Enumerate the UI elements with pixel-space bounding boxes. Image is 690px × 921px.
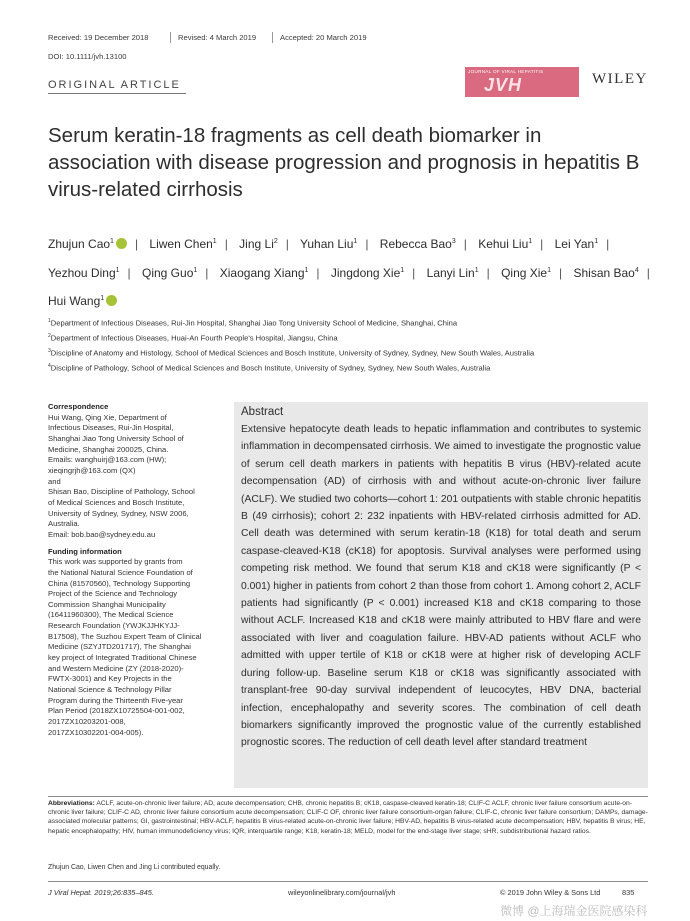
sidebar bbox=[48, 402, 226, 738]
author-affiliation-number: 4 bbox=[634, 266, 639, 274]
footer-divider bbox=[48, 881, 648, 882]
author-name bbox=[501, 266, 551, 280]
funding-text: This work was supported by grants from the National Natural Science Foundation of China (81570560), Technology Supporting Project of the Science and Technology Commission Shanghai Municipality (16411960300), The Medical Science Research Foundation (YWJKJJHKYJJ- B17508), The Suzhou Expert Team of Clinical Medicine (SZYJTD201717), The Shanghai key project of Integrated Traditional Chinese and Western Medicine (ZY (2018-2020)- FWTX-3001) and Key Projects in the National Science & Technology Pillar Program during the Thirteenth Five-year Plan Period (2018ZX10725504-001-002, 2017ZX10203201-008, 2017ZX10302201-004-005). bbox=[48, 557, 202, 737]
revised-date: Revised: 4 March 2019 bbox=[178, 33, 257, 42]
author-name-text: Jingdong Xie bbox=[330, 265, 401, 280]
author-separator: | bbox=[486, 265, 490, 280]
author-name bbox=[331, 266, 404, 280]
author-name bbox=[48, 294, 117, 308]
journal-citation: J Viral Hepat. 2019;26:835–845. bbox=[48, 888, 154, 897]
author-separator: | bbox=[606, 237, 610, 251]
author-separator: | bbox=[559, 265, 563, 280]
accepted-date: Accepted: 20 March 2019 bbox=[280, 33, 367, 42]
author-name bbox=[142, 266, 197, 280]
author-name-text: Shisan Bao bbox=[573, 265, 635, 280]
author-name-text: Qing Xie bbox=[501, 265, 548, 280]
author-affiliation-number: 1 bbox=[474, 266, 479, 274]
orcid-icon[interactable] bbox=[106, 295, 117, 306]
header-separator bbox=[170, 32, 171, 43]
author-affiliation-number: 1 bbox=[304, 266, 309, 274]
author-affiliation-number: 1 bbox=[547, 266, 551, 274]
author-name bbox=[555, 237, 599, 251]
article-type: ORIGINAL ARTICLE bbox=[48, 79, 181, 91]
author-name-text: Hui Wang bbox=[48, 294, 101, 308]
author-name bbox=[239, 237, 278, 251]
author-list bbox=[48, 229, 663, 315]
author-affiliation-number: 1 bbox=[400, 266, 405, 274]
author-affiliation-number: 1 bbox=[353, 238, 358, 245]
author-affiliation-number: 1 bbox=[528, 238, 533, 245]
journal-logo-abbr: JVH bbox=[484, 75, 523, 95]
author-affiliation-number: 1 bbox=[100, 295, 105, 302]
author-name-text: Lanyi Lin bbox=[426, 265, 475, 280]
author-separator: | bbox=[365, 237, 369, 251]
orcid-icon[interactable] bbox=[116, 238, 127, 249]
publisher-logo: WILEY bbox=[592, 71, 648, 87]
author-separator: | bbox=[646, 265, 650, 280]
author-affiliation-number: 1 bbox=[594, 238, 599, 245]
author-separator: | bbox=[205, 265, 209, 280]
author-name-text: Jing Li bbox=[239, 237, 274, 251]
journal-logo-name: JOURNAL OF VIRAL HEPATITIS bbox=[468, 69, 544, 74]
equal-contribution-note: Zhujun Cao, Liwen Chen and Jing Li contributed equally. bbox=[48, 864, 221, 871]
author-name bbox=[149, 237, 216, 251]
author-name-text: Xiaogang Xiang bbox=[219, 265, 305, 280]
author-affiliation-number: 1 bbox=[193, 266, 198, 274]
author-name-text: Kehui Liu bbox=[478, 237, 529, 251]
author-name-text: Yezhou Ding bbox=[48, 265, 116, 280]
footnote-divider bbox=[48, 796, 648, 797]
author-affiliation-number: 1 bbox=[212, 238, 217, 245]
copyright: © 2019 John Wiley & Sons Ltd bbox=[500, 888, 601, 897]
author-separator: | bbox=[412, 265, 416, 280]
received-date: Received: 19 December 2018 bbox=[48, 33, 149, 42]
affiliation-1: $^1$Department of Infectious Diseases, Rui-Jin Hospital, Shanghai Jiao Tong University School of Medicine, Shanghai, China bbox=[48, 318, 458, 328]
author-name bbox=[300, 237, 357, 251]
abbreviations: Abbreviations: ACLF, acute-on-chronic liver failure; AD, acute decompensation; CHB, chronic hepatitis B; cK18, caspase-cleaved keratin-18; CLIF-C ACLF, chronic liver failure consortium acute-on-chronic liver failure; CLIF-C AD, chronic liver failure consortium acute decompensation; CLIF-C OF, chronic liver failure consortium-organ failure; CLIF-C, chronic liver failure consortium; DAMPs, damage-associated molecular patterns; GI, gastrointestinal; HBV-ACLF, hepatitis B virus-related acute-on-chronic liver failure; HBV-AD, hepatitis B virus-related acute decompensation; HBV, hepatitis B virus; HE, hepatic encephalopathy; HIV, human immunodeficiency virus; IQR, interquartile range; K18, keratin-18; MELD, model for the end-stage liver stage; sHR, subdistributional hazard ratios. bbox=[48, 800, 648, 835]
page-number: 835 bbox=[622, 888, 635, 897]
correspondence-text: Hui Wang, Qing Xie, Department of Infectious Diseases, Rui-Jin Hospital, Shanghai Jiao Tong University School of Medicine, Shanghai 200025, China. Emails: wanghuirj@163.com (HW); xieqingrjh@163.com (QX) and Shisan Bao, Discipline of Pathology, School of Medical Sciences and Bosch Institute, University of Sydney, Sydney, NSW 2006, Australia. Email: bob.bao@sydney.edu.au bbox=[48, 412, 195, 539]
affiliation-2: $^2$Department of Infectious Diseases, Huai-An Fourth People's Hospital, Jiangsu, China bbox=[48, 333, 338, 343]
author-name-text: Liwen Chen bbox=[149, 237, 213, 251]
doi[interactable]: DOI: 10.1111/jvh.13100 bbox=[48, 52, 127, 61]
author-name bbox=[478, 237, 532, 251]
article-type-underline bbox=[48, 93, 186, 94]
author-separator: | bbox=[540, 237, 544, 251]
correspondence-heading: Correspondence bbox=[48, 402, 109, 411]
author-affiliation-number: 3 bbox=[451, 238, 456, 245]
header-separator bbox=[272, 32, 273, 43]
journal-url[interactable]: wileyonlinelibrary.com/journal/jvh bbox=[288, 888, 396, 897]
author-name bbox=[427, 266, 479, 280]
affiliation-4: $^4$Discipline of Pathology, School of Medical Sciences and Bosch Institute, University of Sydney, Sydney, New South Wales, Australia bbox=[48, 363, 491, 373]
author-affiliation-number: 2 bbox=[273, 238, 278, 245]
author-name-text: Yuhan Liu bbox=[300, 237, 354, 251]
author-name-text: Zhujun Cao bbox=[48, 237, 111, 251]
author-name bbox=[573, 266, 638, 280]
author-separator: | bbox=[134, 237, 139, 251]
funding-heading: Funding information bbox=[48, 546, 122, 556]
author-name-text: Rebecca Bao bbox=[379, 237, 452, 251]
author-name-text: Qing Guo bbox=[142, 265, 194, 280]
author-name bbox=[48, 266, 120, 280]
author-name bbox=[48, 237, 127, 251]
author-name bbox=[380, 237, 456, 251]
author-affiliation-number: 1 bbox=[110, 238, 114, 245]
author-separator: | bbox=[127, 265, 131, 280]
author-separator: | bbox=[285, 237, 289, 251]
affiliation-3: $^3$Discipline of Anatomy and Histology, School of Medical Sciences and Bosch Institute, University of Sydney, Sydney, New South Wales, Australia bbox=[48, 348, 535, 358]
author-name bbox=[220, 266, 309, 280]
author-separator: | bbox=[224, 237, 228, 251]
abstract-text: Extensive hepatocyte death leads to hepatic inflammation and contributes to systemic inflammation in decompensated cirrhosis. We aimed to investigate the prognostic value of serum cell death markers in patients with hepatitis B virus (HBV)-related acute decompensation (AD) of cirrhosis with and without acute-on-chronic liver failure (ACLF). We studied two cohorts—cohort 1: 201 outpatients with stable chronic hepatitis B (49 cirrhosis); cohort 2: 232 inpatients with HBV-related cirrhosis admitted for AD. Cell death was determined with serum keratin-18 (K18) for total death and serum caspase-cleaved-K18 (cK18) for apoptosis. Survival analyses were performed using competing risk method. We found that serum K18 and cK18 were significantly (P < 0.001) higher in patients from cohort 2 than those from cohort 1. Among cohort 2, ACLF patients had significantly (P < 0.001) increased K18 and cK18 comparing to those without ACLF. Increased K18 and cK18 were mainly attributed to HBV flare and were associated with liver and coagulation failure. HBV-AD patients without ACLF who admitted with upper tertile of K18 or cK18 were at higher risk of developing ACLF during follow-up. Baseline serum K18 or cK18 was significantly associated with transplant-free 90-day survival independent of leucocytes, HBV DNA, bacterial infection, encephalopathy and severity scores. The combination of cell death biomarkers significantly improved the prognostic value of the currently established prognostic scores. The reduction of cell death level after standard treatment bbox=[241, 424, 641, 749]
article-title: Serum keratin-18 fragments as cell death biomarker in association with disease progression and prognosis in hepatitis B virus-related cirrhosis bbox=[48, 124, 640, 201]
watermark: 微博 @上海瑞金医院感染科 bbox=[500, 904, 648, 918]
author-separator: | bbox=[316, 265, 320, 280]
author-separator: | bbox=[463, 237, 467, 251]
author-affiliation-number: 1 bbox=[115, 266, 120, 274]
abstract-heading: Abstract bbox=[241, 406, 284, 418]
author-name-text: Lei Yan bbox=[554, 237, 595, 251]
